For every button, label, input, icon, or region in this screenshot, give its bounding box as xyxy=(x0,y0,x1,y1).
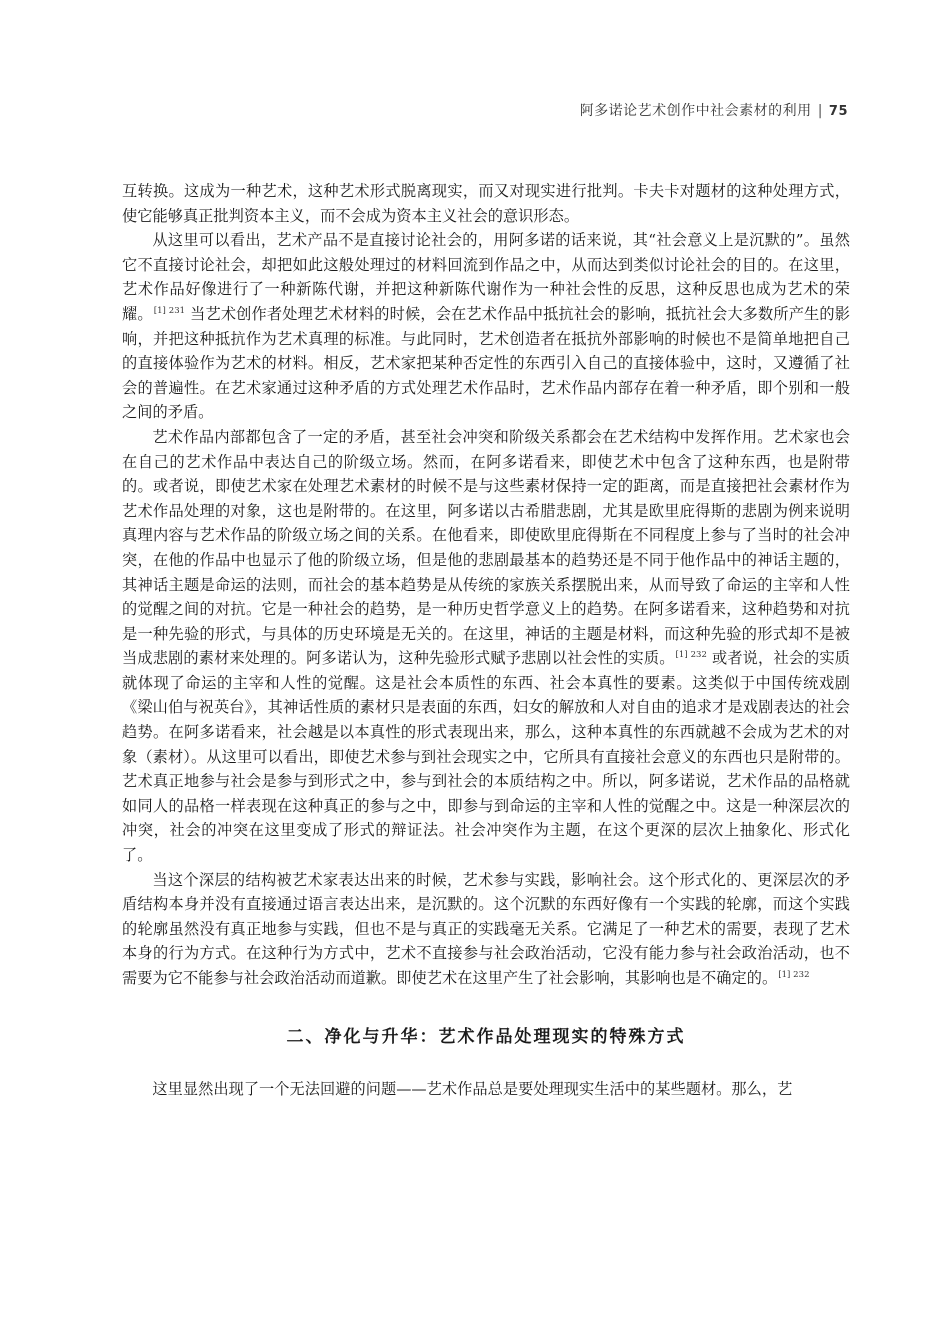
paragraph-text: 互转换。这成为一种艺术，这种艺术形式脱离现实，而又对现实进行批判。卡夫卡对题材的这种处理方式，使它能够真正批判资本主义，而不会成为资本主义社会的意识形态。 xyxy=(122,182,850,225)
section-heading: 二、净化与升华：艺术作品处理现实的特殊方式 xyxy=(286,1026,686,1047)
running-header xyxy=(580,100,848,120)
citation-marker: [1] 231 xyxy=(153,305,186,316)
running-title: 阿多诺论艺术创作中社会素材的利用 xyxy=(579,103,812,119)
paragraph xyxy=(122,228,850,425)
paragraph-text: 当这个深层的结构被艺术家表达出来的时候，艺术参与实践，影响社会。这个形式化的、更深层次的矛盾结构本身并没有直接通过语言表达出来，是沉默的。这个沉默的东西好像有一个实践的轮廓，而这个实践的轮廓虽然没有真正地参与实践，但也不是与真正的实践毫无关系。它满足了一种艺术的需要，表现了艺术本身的行为方式。在这种行为方式中，艺术不直接参与社会政治活动，它没有能力参与社会政治活动，也不需要为它不能参与社会政治活动而道歉。即使艺术在这里产生了社会影响，其影响也是不确定的。 xyxy=(122,870,850,987)
paragraph-continuation xyxy=(122,179,850,228)
citation-marker: [1] 232 xyxy=(778,970,810,980)
paragraph xyxy=(122,1077,850,1102)
paragraph-text: 艺术作品内部都包含了一定的矛盾，甚至社会冲突和阶级关系都会在艺术结构中发挥作用。艺术家也会在自己的艺术作品中表达自己的阶级立场。然而，在阿多诺看来，即使艺术中包含了这种东西，也是附带的。或者说，即使艺术家在处理艺术素材的时候不是与这些素材保持一定的距离，而是直接把社会素材作为艺术作品处理的对象，这也是附带的。在这里，阿多诺以古希腊悲剧，尤其是欧里庇得斯的悲剧为例来说明真理内容与艺术作品的阶级立场之间的关系。在他看来，即使欧里庇得斯在不同程度上参与了当时的社会冲突，在他的作品中也显示了他的阶级立场，但是他的悲剧最基本的趋势还是不同于他作品中的神话主题的，其神话主题是命运的法则，而社会的基本趋势是从传统的家族关系摆脱出来，从而导致了命运的主宰和人性的觉醒之间的对抗。它是一种社会的趋势，是一种历史哲学意义上的趋势。在阿多诺看来，这种趋势和对抗是一种先验的形式，与具体的历史环境是无关的。在这里，神话的主题是材料，而这种先验的形式却不是被当成悲剧的素材来处理的。阿多诺认为，这种先验形式赋予悲剧以社会性的实质。 xyxy=(122,427,850,668)
header-separator: | xyxy=(817,103,823,119)
paragraph-text: 这里显然出现了一个无法回避的问题——艺术作品总是要处理现实生活中的某些题材。那么，艺 xyxy=(152,1079,793,1098)
body-text xyxy=(122,179,850,1101)
citation-marker: [1] 232 xyxy=(675,650,707,661)
paragraph-text: 当艺术创作者处理艺术材料的时候，会在艺术作品中抵抗社会的影响，抵抗社会大多数所产生的影响，并把这种抵抗作为艺术真理的标准。与此同时，艺术创造者在抵抗外部影响的时候也不是简单地把自己的直接体验作为艺术的材料。相反，艺术家把某种否定性的东西引入自己的直接体验中，这时，又遵循了社会的普遍性。在艺术家通过这种矛盾的方式处理艺术作品时，艺术作品内部存在着一种矛盾，即个别和一般之间的矛盾。 xyxy=(122,304,850,422)
paragraph-text: 或者说，社会的实质就体现了命运的主宰和人性的觉醒。这是社会本质性的东西、社会本真性的要素。这类似于中国传统戏剧《梁山伯与祝英台》，其神话性质的素材只是表面的东西，妇女的解放和人对自由的追求才是戏剧表达的社会趋势。在阿多诺看来，社会越是以本真性的形式表现出来，那么，这种本真性的东西就越不会成为艺术的对象（素材）。从这里可以看出，即使艺术参与到社会现实之中，它所具有直接社会意义的东西也只是附带的。艺术真正地参与社会是参与到形式之中，参与到社会的本质结构之中。所以，阿多诺说，艺术作品的品格就如同人的品格一样表现在这种真正的参与之中，即参与到命运的主宰和人性的觉醒之中。这是一种深层次的冲突，社会的冲突在这里变成了形式的辩证法。社会冲突作为主题，在这个更深的层次上抽象化、形式化了。 xyxy=(122,649,850,865)
paragraph-text: 从这里可以看出，艺术产品不是直接讨论社会的，用阿多诺的话来说，其“社会意义上是沉默的”。虽然它不直接讨论社会，却把如此这般处理过的材料回流到作品之中，从而达到类似讨论社会的目的。在这里，艺术作品好像进行了一种新陈代谢，并把这种新陈代谢作为一种社会性的反思，这种反思也成为艺术的荣耀。 xyxy=(122,231,850,323)
page-number: 75 xyxy=(828,104,848,119)
paragraph xyxy=(122,868,850,991)
paragraph xyxy=(122,425,850,868)
